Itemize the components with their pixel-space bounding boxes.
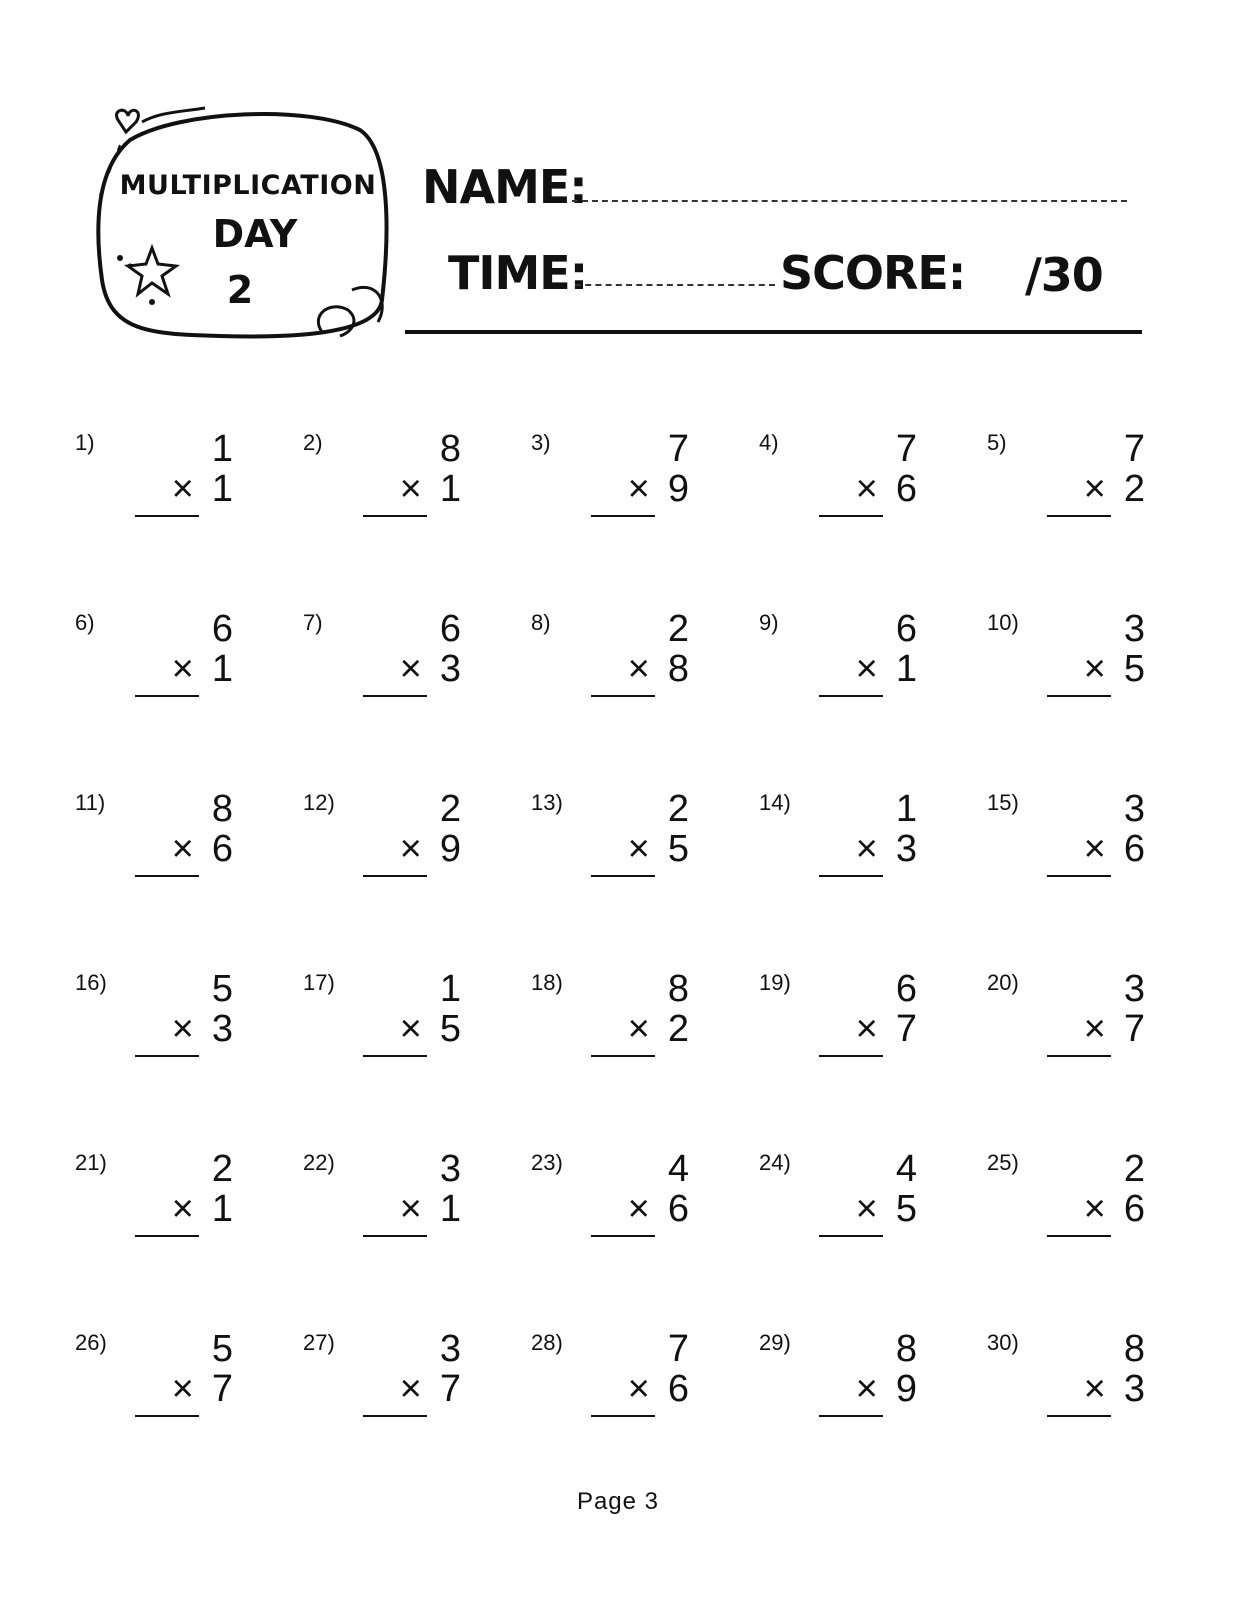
problem-bottom-factor: 6 (211, 828, 233, 870)
problem-item (303, 430, 483, 550)
problem-bottom-row (1055, 828, 1145, 871)
problem-number: 23) (531, 1150, 563, 1175)
problem-item (303, 970, 483, 1090)
times-sign: × (171, 648, 194, 690)
problem-number: 11) (75, 790, 106, 815)
problem-bottom-row (143, 1188, 233, 1231)
problem-bottom-factor: 1 (211, 1188, 233, 1230)
problem-number: 8) (531, 610, 551, 635)
problem-top-factor: 6 (439, 608, 461, 650)
times-sign: × (171, 1008, 194, 1050)
problem-bottom-factor: 9 (667, 468, 689, 510)
times-sign: × (855, 648, 878, 690)
times-sign: × (627, 648, 650, 690)
problem-bottom-row (143, 1368, 233, 1411)
problem-top-factor: 2 (439, 788, 461, 830)
problem-item (75, 430, 255, 550)
problem-number: 17) (303, 970, 335, 995)
badge-day-number: 2 (226, 268, 254, 312)
times-sign: × (399, 1188, 422, 1230)
problem-item (759, 1330, 939, 1450)
problem-item (759, 970, 939, 1090)
answer-line (591, 695, 655, 697)
times-sign: × (855, 828, 878, 870)
problem-bottom-factor: 5 (1123, 648, 1145, 690)
problem-bottom-factor: 6 (1123, 828, 1145, 870)
problem-number: 30) (987, 1330, 1019, 1355)
problem-bottom-factor: 6 (895, 468, 917, 510)
problem-item (987, 790, 1167, 910)
answer-line (1047, 1415, 1111, 1417)
answer-line (591, 1235, 655, 1237)
problem-item (987, 430, 1167, 550)
problem-top-factor: 8 (211, 788, 233, 830)
problem-bottom-row (1055, 648, 1145, 691)
problem-top-factor: 5 (211, 968, 233, 1010)
problem-bottom-row (143, 468, 233, 511)
times-sign: × (627, 1008, 650, 1050)
problem-bottom-row (1055, 468, 1145, 511)
problem-bottom-factor: 5 (895, 1188, 917, 1230)
problem-item (303, 610, 483, 730)
problem-bottom-factor: 7 (211, 1368, 233, 1410)
problem-bottom-row (371, 1188, 461, 1231)
problem-item (75, 610, 255, 730)
problem-top-factor: 6 (211, 608, 233, 650)
problem-top-factor: 8 (1123, 1328, 1145, 1370)
time-label: TIME: (448, 246, 588, 300)
problem-bottom-row (371, 1368, 461, 1411)
problem-number: 9) (759, 610, 779, 635)
answer-line (819, 515, 883, 517)
problem-bottom-row (599, 1188, 689, 1231)
problem-bottom-row (1055, 1008, 1145, 1051)
times-sign: × (1083, 1008, 1106, 1050)
problem-number: 18) (531, 970, 563, 995)
answer-line (363, 695, 427, 697)
problem-bottom-row (599, 1008, 689, 1051)
problem-bottom-row (599, 828, 689, 871)
problem-bottom-factor: 1 (439, 468, 461, 510)
answer-line (363, 515, 427, 517)
problem-bottom-factor: 5 (439, 1008, 461, 1050)
problem-bottom-row (827, 648, 917, 691)
times-sign: × (1083, 1368, 1106, 1410)
answer-line (819, 1235, 883, 1237)
answer-line (591, 515, 655, 517)
problem-number: 28) (531, 1330, 563, 1355)
problem-number: 7) (303, 610, 323, 635)
problem-item (759, 1150, 939, 1270)
problem-item (531, 790, 711, 910)
problem-top-factor: 2 (1123, 1148, 1145, 1190)
problem-top-factor: 7 (1123, 428, 1145, 470)
times-sign: × (1083, 468, 1106, 510)
times-sign: × (627, 828, 650, 870)
problem-top-factor: 2 (667, 788, 689, 830)
times-sign: × (399, 468, 422, 510)
times-sign: × (399, 1008, 422, 1050)
problem-number: 19) (759, 970, 791, 995)
problem-top-factor: 3 (1123, 788, 1145, 830)
problem-bottom-factor: 5 (667, 828, 689, 870)
answer-line (363, 875, 427, 877)
problem-item (759, 790, 939, 910)
answer-line (135, 875, 199, 877)
problem-number: 22) (303, 1150, 335, 1175)
problem-item (303, 1330, 483, 1450)
problem-item (987, 1330, 1167, 1450)
problem-bottom-factor: 3 (1123, 1368, 1145, 1410)
problem-bottom-row (827, 468, 917, 511)
problem-bottom-row (827, 1188, 917, 1231)
times-sign: × (855, 1368, 878, 1410)
problem-number: 20) (987, 970, 1019, 995)
problem-top-factor: 2 (211, 1148, 233, 1190)
problem-bottom-factor: 2 (1123, 468, 1145, 510)
problem-number: 3) (531, 430, 551, 455)
answer-line (1047, 695, 1111, 697)
problem-top-factor: 7 (895, 428, 917, 470)
problem-bottom-factor: 3 (895, 828, 917, 870)
answer-line (135, 1055, 199, 1057)
problem-number: 12) (303, 790, 335, 815)
problem-top-factor: 6 (895, 608, 917, 650)
answer-line (1047, 515, 1111, 517)
problem-number: 14) (759, 790, 791, 815)
answer-line (135, 515, 199, 517)
problem-bottom-factor: 6 (1123, 1188, 1145, 1230)
times-sign: × (627, 1188, 650, 1230)
problem-top-factor: 5 (211, 1328, 233, 1370)
times-sign: × (171, 828, 194, 870)
name-label: NAME: (422, 160, 587, 214)
name-field[interactable] (572, 200, 1127, 202)
problem-bottom-factor: 8 (667, 648, 689, 690)
problem-bottom-factor: 1 (895, 648, 917, 690)
problem-item (759, 610, 939, 730)
problem-bottom-row (1055, 1368, 1145, 1411)
title-badge (90, 100, 400, 350)
time-field[interactable] (575, 284, 775, 286)
problem-top-factor: 8 (895, 1328, 917, 1370)
times-sign: × (627, 1368, 650, 1410)
problem-top-factor: 3 (439, 1148, 461, 1190)
problem-bottom-factor: 1 (211, 468, 233, 510)
problem-number: 1) (75, 430, 95, 455)
problem-number: 4) (759, 430, 779, 455)
answer-line (819, 1415, 883, 1417)
problem-number: 6) (75, 610, 95, 635)
problem-bottom-factor: 6 (667, 1368, 689, 1410)
answer-line (1047, 875, 1111, 877)
problem-item (303, 1150, 483, 1270)
problem-bottom-row (827, 1008, 917, 1051)
problem-item (987, 970, 1167, 1090)
times-sign: × (171, 1188, 194, 1230)
times-sign: × (855, 468, 878, 510)
badge-day-label: DAY (212, 212, 298, 256)
problem-bottom-row (599, 468, 689, 511)
answer-line (591, 1055, 655, 1057)
problem-bottom-factor: 1 (211, 648, 233, 690)
answer-line (135, 695, 199, 697)
problem-number: 29) (759, 1330, 791, 1355)
answer-line (1047, 1235, 1111, 1237)
page-number: Page 3 (576, 1488, 660, 1515)
answer-line (135, 1415, 199, 1417)
problem-bottom-row (143, 648, 233, 691)
times-sign: × (399, 828, 422, 870)
answer-line (591, 875, 655, 877)
problem-bottom-factor: 7 (1123, 1008, 1145, 1050)
times-sign: × (171, 1368, 194, 1410)
answer-line (591, 1415, 655, 1417)
problem-item (531, 610, 711, 730)
times-sign: × (171, 468, 194, 510)
problem-number: 27) (303, 1330, 335, 1355)
problem-item (303, 790, 483, 910)
badge-title: MULTIPLICATION (119, 170, 377, 201)
problem-item (75, 1150, 255, 1270)
problem-bottom-factor: 9 (439, 828, 461, 870)
answer-line (363, 1235, 427, 1237)
problem-top-factor: 4 (667, 1148, 689, 1190)
problem-item (531, 430, 711, 550)
problem-bottom-row (599, 1368, 689, 1411)
problem-bottom-row (599, 648, 689, 691)
problem-bottom-row (827, 828, 917, 871)
problem-top-factor: 3 (1123, 968, 1145, 1010)
problem-bottom-factor: 3 (439, 648, 461, 690)
problem-top-factor: 1 (211, 428, 233, 470)
times-sign: × (399, 648, 422, 690)
problem-bottom-factor: 1 (439, 1188, 461, 1230)
problem-item (987, 1150, 1167, 1270)
problem-number: 25) (987, 1150, 1019, 1175)
problem-bottom-factor: 3 (211, 1008, 233, 1050)
problem-item (75, 790, 255, 910)
problem-bottom-factor: 7 (895, 1008, 917, 1050)
times-sign: × (627, 468, 650, 510)
problem-item (75, 1330, 255, 1450)
problem-bottom-row (143, 1008, 233, 1051)
problem-bottom-row (371, 468, 461, 511)
problem-number: 24) (759, 1150, 791, 1175)
problem-number: 5) (987, 430, 1007, 455)
problem-bottom-row (371, 828, 461, 871)
problem-item (75, 970, 255, 1090)
answer-line (1047, 1055, 1111, 1057)
problem-top-factor: 3 (439, 1328, 461, 1370)
problem-top-factor: 2 (667, 608, 689, 650)
times-sign: × (1083, 828, 1106, 870)
problem-top-factor: 8 (439, 428, 461, 470)
problem-bottom-row (143, 828, 233, 871)
answer-line (819, 875, 883, 877)
problem-number: 13) (531, 790, 563, 815)
problem-item (531, 1330, 711, 1450)
problem-bottom-factor: 9 (895, 1368, 917, 1410)
header-rule (405, 330, 1142, 334)
times-sign: × (1083, 648, 1106, 690)
problem-number: 21) (75, 1150, 107, 1175)
problem-top-factor: 1 (895, 788, 917, 830)
problem-bottom-row (371, 648, 461, 691)
problem-number: 10) (987, 610, 1019, 635)
times-sign: × (1083, 1188, 1106, 1230)
problem-number: 2) (303, 430, 323, 455)
problem-bottom-factor: 7 (439, 1368, 461, 1410)
problem-item (531, 1150, 711, 1270)
problem-top-factor: 7 (667, 1328, 689, 1370)
score-label: SCORE: (780, 246, 966, 300)
answer-line (363, 1055, 427, 1057)
problem-item (987, 610, 1167, 730)
problem-bottom-factor: 2 (667, 1008, 689, 1050)
problem-number: 26) (75, 1330, 107, 1355)
problem-bottom-row (1055, 1188, 1145, 1231)
score-total: /30 (1025, 248, 1103, 302)
problem-bottom-factor: 6 (667, 1188, 689, 1230)
answer-line (819, 1055, 883, 1057)
problem-top-factor: 4 (895, 1148, 917, 1190)
answer-line (363, 1415, 427, 1417)
problem-top-factor: 1 (439, 968, 461, 1010)
answer-line (819, 695, 883, 697)
times-sign: × (855, 1188, 878, 1230)
problem-number: 15) (987, 790, 1019, 815)
problem-top-factor: 3 (1123, 608, 1145, 650)
problem-item (531, 970, 711, 1090)
problem-bottom-row (827, 1368, 917, 1411)
times-sign: × (855, 1008, 878, 1050)
problem-top-factor: 7 (667, 428, 689, 470)
problem-number: 16) (75, 970, 107, 995)
problem-top-factor: 8 (667, 968, 689, 1010)
answer-line (135, 1235, 199, 1237)
problem-item (759, 430, 939, 550)
times-sign: × (399, 1368, 422, 1410)
problem-top-factor: 6 (895, 968, 917, 1010)
problem-bottom-row (371, 1008, 461, 1051)
